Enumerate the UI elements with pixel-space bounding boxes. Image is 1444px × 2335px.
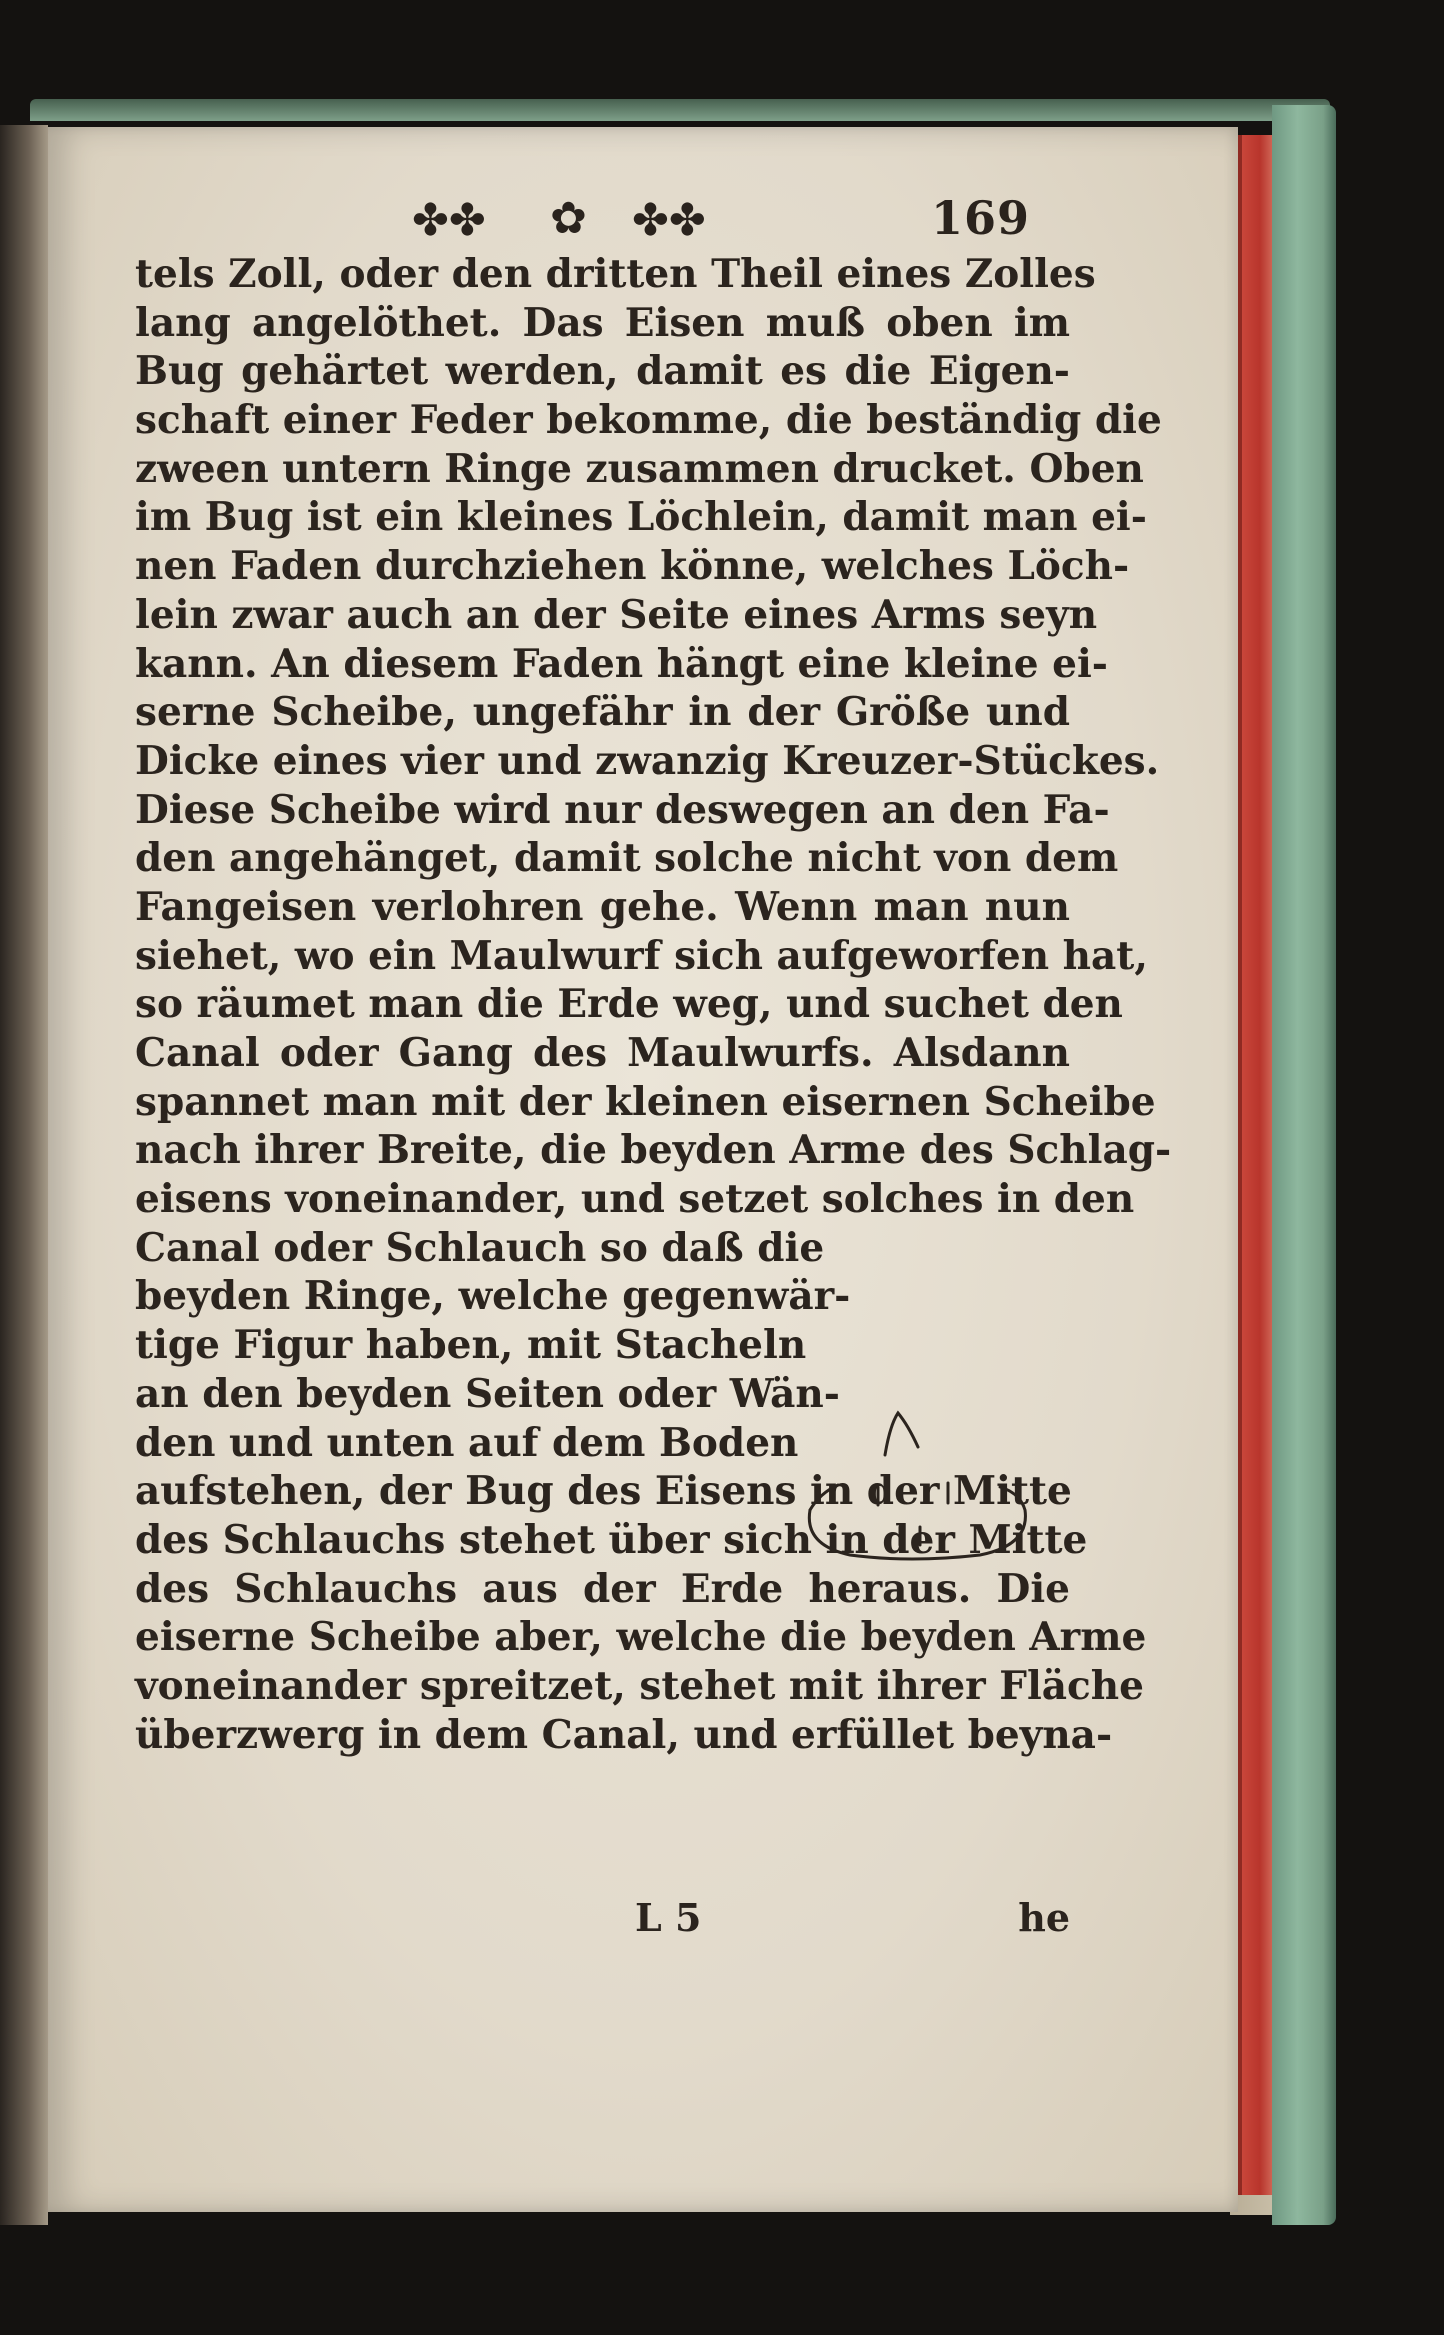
text-line: kann. An diesem Faden hängt eine kleine ei- [135,640,1108,687]
catchword: he [1018,1895,1070,1940]
text-line: Diese Scheibe wird nur deswegen an den Fa- [135,786,1110,833]
signature-mark: L 5 [635,1895,702,1940]
green-cover [1272,105,1336,2225]
text-line: schaft einer Feder bekomme, die beständig die [135,397,1162,444]
text-line: Fangeisen verlohren gehe. Wenn man nun [135,883,1070,930]
text-line: spannet man mit der kleinen eisernen Scheibe [135,1078,1156,1125]
text-line: Canal oder Gang des Maulwurfs. Alsdann [135,1030,1070,1076]
figure-ring [809,1487,1025,1559]
figure-bow [885,1413,918,1455]
left-book-edge [0,125,48,2225]
text-line: beyden Ringe, welche gegenwär- [135,1273,851,1320]
text-line: überzwerg in dem Canal, und erfüllet beyna- [135,1711,1113,1758]
text-line: so räumet man die Erde weg, und suchet den [135,981,1123,1028]
text-line: siehet, wo ein Maulwurf sich aufgeworfen hat, [135,932,1148,979]
text-line: im Bug ist ein kleines Löchlein, damit man ei- [135,494,1147,541]
text-line: serne Scheibe, ungefähr in der Größe und [135,689,1070,736]
page-footer [135,1895,1070,1955]
text-line: tige Figur haben, mit Stacheln [135,1322,807,1369]
text-line: eisens voneinander, und setzet solches in den [135,1176,1135,1223]
trap-ring-figure [790,1395,1040,1585]
text-line: Bug gehärtet werden, damit es die Eigen- [135,348,1070,395]
text-line: Dicke eines vier und zwanzig Kreuzer-Stückes. [135,737,1160,784]
text-line: tels Zoll, oder den dritten Theil eines Zolles [135,251,1096,297]
rosette-ornament: ✿ [550,193,587,244]
cover-top-edge [30,99,1330,121]
text-line: eiserne Scheibe aber, welche die beyden Arme [135,1614,1147,1661]
trap-figure-drawing [790,1395,1040,1585]
fleuron-ornament-left: ✤✤ [412,195,486,246]
text-line: nen Faden durchziehen könne, welches Löch- [135,543,1130,590]
text-line: an den beyden Seiten oder Wän- [135,1370,840,1417]
text-line: voneinander spreitzet, stehet mit ihrer Fläche [135,1662,1144,1709]
text-line: Canal oder Schlauch so daß die [135,1224,825,1271]
text-line: zween untern Ringe zusammen drucket. Oben [135,445,1144,492]
figure-ring-left [810,1485,838,1510]
fleuron-ornament-right: ✤✤ [632,195,706,246]
text-line: den angehänget, damit solche nicht von dem [135,835,1119,882]
text-line: lang angelöthet. Das Eisen muß oben im [135,299,1070,346]
page-number: 169 [930,191,1030,245]
text-line: lein zwar auch an der Seite eines Arms seyn [135,591,1098,638]
text-line: des Schlauchs stehet über sich in der Mitte [135,1516,1088,1563]
text-line: den und unten auf dem Boden [135,1419,799,1466]
text-line: nach ihrer Breite, die beyden Arme des Schlag- [135,1127,1172,1174]
text-line: aufstehen, der Bug des Eisens in der Mitte [135,1468,1072,1515]
text-line: des Schlauchs aus der Erde heraus. Die [135,1565,1070,1612]
